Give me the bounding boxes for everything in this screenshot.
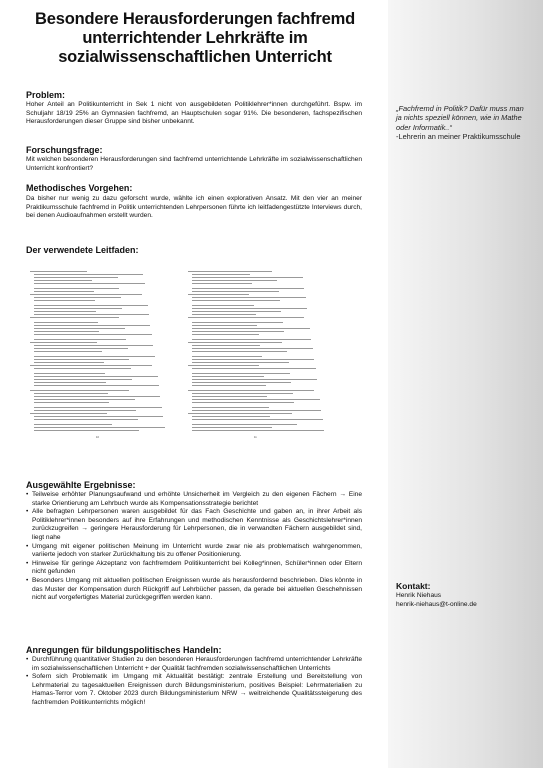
leitfaden-text-line <box>34 328 125 329</box>
leitfaden-text-line <box>192 427 272 428</box>
leitfaden-text-line <box>34 283 145 284</box>
leitfaden-text-line <box>192 379 317 380</box>
leitfaden-text-line <box>34 393 108 394</box>
leitfaden-image <box>26 265 326 441</box>
leitfaden-text-line <box>192 300 280 301</box>
leitfaden-text-line <box>34 331 99 332</box>
leitfaden-text-line <box>192 419 323 420</box>
leitfaden-heading: Der verwendete Leitfaden: <box>26 245 139 255</box>
leitfaden-text-line <box>192 277 303 278</box>
leitfaden-text-line <box>34 396 160 397</box>
leitfaden-text-line <box>34 419 138 420</box>
ergebnis-item: • Alle befragten Lehrpersonen waren ausgebildet für das Fach Geschichte und gaben an, in ihrer Arbeit als Politiklehrer*innen besonders auf ihre Erfahrungen und methodischen Kenntnisse als Geschichtslehrer*innen zurückzugreifen → geringere Herausforderung für Lehrpersonen, die in verwandten Fächern ausgebildet sind, liegt nahe <box>26 508 362 542</box>
leitfaden-text-line <box>188 342 282 343</box>
ergebnisse-heading: Ausgewählte Ergebnisse: <box>26 480 136 490</box>
quote-block <box>396 104 526 142</box>
leitfaden-text-line <box>192 297 306 298</box>
leitfaden-text-line <box>34 300 95 301</box>
leitfaden-text-line <box>192 373 290 374</box>
leitfaden-text-line <box>34 368 131 369</box>
ergebnisse-list <box>26 491 362 603</box>
leitfaden-text-line <box>34 325 150 326</box>
leitfaden-text-line <box>34 359 129 360</box>
leitfaden-text-line <box>192 308 307 309</box>
leitfaden-text-line <box>34 407 162 408</box>
leitfaden-text-line <box>34 339 126 340</box>
leitfaden-text-line <box>192 331 284 332</box>
leitfaden-text-line <box>192 291 279 292</box>
leitfaden-text-line <box>192 424 297 425</box>
leitfaden-text-line <box>188 317 304 318</box>
leitfaden-text-line <box>192 280 277 281</box>
leitfaden-text-line <box>192 328 310 329</box>
leitfaden-text-line <box>30 365 152 366</box>
leitfaden-text-line <box>34 334 152 335</box>
quote-text: „Fachfremd in Politik? Dafür muss man ja nichts speziell können, wie in Mathe oder Informatik..“ <box>396 104 524 132</box>
anregungen-heading: Anregungen für bildungspolitisches Handeln: <box>26 645 222 655</box>
leitfaden-text-line <box>34 385 159 386</box>
leitfaden-text-line <box>34 427 165 428</box>
leitfaden-text-line <box>30 342 97 343</box>
leitfaden-text-line <box>34 314 149 315</box>
leitfaden-text-line <box>34 410 136 411</box>
leitfaden-text-line <box>192 402 294 403</box>
leitfaden-text-line <box>192 382 291 383</box>
leitfaden-text-line <box>34 345 153 346</box>
leitfaden-text-line <box>192 407 269 408</box>
leitfaden-text-line <box>192 368 316 369</box>
ergebnis-item: • Besonders Umgang mit aktuellen politischen Ereignissen wurde als herausfordernd beschrieben. Dies könnte in das Muster der Kompensation durch Rückgriff auf Lehrbücher passen, da gerade bei aktuellen Geschehnissen nicht auf vorgefertigtes Material zurückgegriffen werden kann. <box>26 577 362 603</box>
leitfaden-text-line <box>30 390 129 391</box>
leitfaden-text-line <box>188 271 272 272</box>
leitfaden-text-line <box>188 294 249 295</box>
leitfaden-text-line <box>30 413 107 414</box>
leitfaden-text-line <box>192 385 266 386</box>
leitfaden-text-line <box>192 376 264 377</box>
leitfaden-text-line <box>34 399 135 400</box>
leitfaden-text-line <box>192 305 254 306</box>
leitfaden-page-left <box>26 265 168 441</box>
anregung-item: • Sofern sich Problematik im Umgang mit Aktualität bestätigt: zentrale Erstellung und Bereitstellung von Lehrmaterial zu tagesaktuellen Ereignissen durch Bildungsministerium, positives Beispiel: Lehrmaterialien zu Hamas-Terror vom 7. Oktober 2023 durch Bildungsministerium NRW → weitreichende Qualitätssteigerung des fachfremden Politikunterrichts möglich! <box>26 673 362 707</box>
methodik-heading: Methodisches Vorgehen: <box>26 183 133 193</box>
leitfaden-text-line <box>34 416 163 417</box>
contact-heading: Kontakt: <box>396 581 431 591</box>
leitfaden-text-line <box>188 413 292 414</box>
leitfaden-text-line <box>34 311 96 312</box>
leitfaden-text-line <box>192 430 324 431</box>
leitfaden-text-line <box>34 280 92 281</box>
leitfaden-text-line <box>34 308 122 309</box>
leitfaden-text-line <box>34 362 104 363</box>
leitfaden-text-line <box>192 288 304 289</box>
leitfaden-text-line <box>192 339 311 340</box>
leitfaden-text-line <box>30 317 119 318</box>
leitfaden-text-line <box>192 345 260 346</box>
leitfaden-text-line <box>188 365 259 366</box>
leitfaden-text-line <box>34 430 139 431</box>
leitfaden-page-right <box>184 265 326 441</box>
leitfaden-text-line <box>34 402 109 403</box>
leitfaden-text-line <box>34 424 112 425</box>
quote-source: -Lehrerin an meiner Praktikumsschule <box>396 132 521 142</box>
leitfaden-text-line <box>34 382 106 383</box>
leitfaden-text-line <box>192 274 250 275</box>
problem-text: Hoher Anteil an Politikunterricht in Sek 1 nicht von ausgebildeten Politiklehrer*innen durchgeführt. Bspw. im Schuljahr 18/19 25% an Gymnasien fachfremd, an Hauptschulen sogar 91%. Die besonderen, fachspezifischen Herausforderungen dieser Gruppe sind bisher unbekannt. <box>26 101 362 126</box>
ergebnis-item: • Hinweise für geringe Akzeptanz von fachfremdem Politikunterricht bei Kolleg*innen, Schüler*innen oder Eltern nicht gefunden <box>26 560 362 577</box>
contact-name: Henrik Niehaus <box>396 592 442 599</box>
leitfaden-text-line <box>192 351 287 352</box>
leitfaden-text-line <box>30 294 142 295</box>
methodik-text: Da bisher nur wenig zu dazu geforscht wurde, wählte ich einen explorativen Ansatz. Mit den vier an meiner Praktikumsschule fachfremd in Politik unterrichtenden Lehrpersonen führte ich leitfadengestützte Interviews durch, bei denen Audioaufnahmen erstellt wurden. <box>26 195 362 220</box>
leitfaden-text-line <box>34 277 118 278</box>
leitfaden-text-line <box>192 348 313 349</box>
leitfaden-page-number: 10 <box>96 436 99 439</box>
leitfaden-text-line <box>34 305 148 306</box>
leitfaden-text-line <box>34 379 132 380</box>
leitfaden-text-line <box>192 399 320 400</box>
leitfaden-text-line <box>192 322 283 323</box>
poster-title: Besondere Herausforderungen fachfremd unterrichtender Lehrkräfte im sozialwissenschaftlichen Unterricht <box>35 10 355 66</box>
ergebnis-item: • Teilweise erhöhter Planungsaufwand und erhöhte Unsicherheit im Vergleich zu den eigenen Fächern → Eine starke Orientierung am Lehrbuch wurde als Kompensationsstrategie berichtet <box>26 491 362 508</box>
leitfaden-text-line <box>192 283 252 284</box>
contact-block <box>396 592 477 609</box>
contact-email[interactable]: henrik-niehaus@t-online.de <box>396 600 477 608</box>
leitfaden-text-line <box>34 373 105 374</box>
anregungen-list <box>26 656 362 708</box>
leitfaden-text-line <box>34 356 155 357</box>
forschungsfrage-heading: Forschungsfrage: <box>26 145 103 155</box>
leitfaden-text-line <box>192 359 314 360</box>
leitfaden-text-line <box>192 393 293 394</box>
leitfaden-text-line <box>34 322 98 323</box>
leitfaden-text-line <box>192 396 267 397</box>
leitfaden-text-line <box>192 334 259 335</box>
leitfaden-text-line <box>34 376 158 377</box>
leitfaden-text-line <box>34 348 128 349</box>
leitfaden-text-line <box>192 311 281 312</box>
anregung-item: • Durchführung quantitativer Studien zu den besonderen Herausforderungen fachfremd unterrichtender Lehrkräfte im sozialwissenschaftlichen Unterricht + der Qualität fachfremden sozialwissenschaftlichen Unterrichts <box>26 656 362 673</box>
leitfaden-text-line <box>30 271 87 272</box>
leitfaden-text-line <box>188 390 314 391</box>
leitfaden-text-line <box>192 325 257 326</box>
leitfaden-text-line <box>34 274 143 275</box>
leitfaden-text-line <box>192 410 321 411</box>
ergebnis-item: • Umgang mit eigener politischen Meinung im Unterricht wurde zwar nie als problematisch wahrgenommen, variierte jedoch von starker Zurückhaltung bis zu offener Positionierung. <box>26 543 362 560</box>
problem-heading: Problem: <box>26 90 66 100</box>
leitfaden-text-line <box>34 288 119 289</box>
leitfaden-text-line <box>192 362 289 363</box>
forschungsfrage-text: Mit welchen besonderen Herausforderungen sind fachfremd unterrichtende Lehrkräfte im sozialwissenschaftlichen Unterricht konfrontiert? <box>26 156 362 172</box>
leitfaden-text-line <box>192 356 262 357</box>
leitfaden-text-line <box>192 314 256 315</box>
leitfaden-page-number: 11 <box>254 436 257 439</box>
leitfaden-text-line <box>192 416 270 417</box>
leitfaden-text-line <box>34 297 121 298</box>
leitfaden-text-line <box>34 351 102 352</box>
leitfaden-text-line <box>34 291 94 292</box>
